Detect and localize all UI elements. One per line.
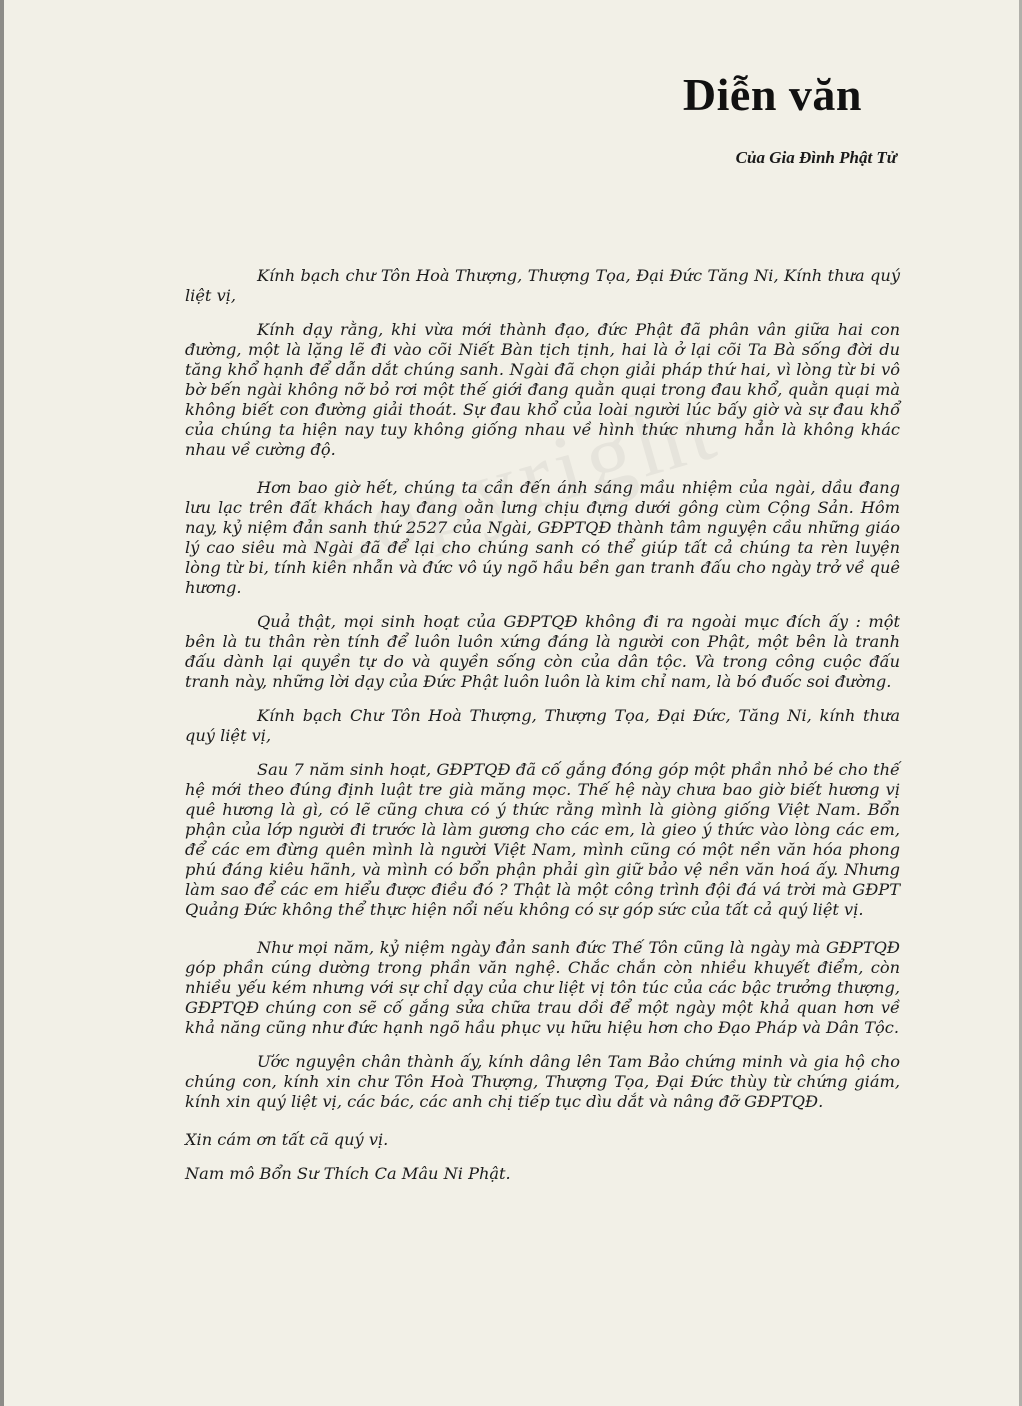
scan-edge-left <box>0 0 4 1406</box>
paragraph-1: Kính dạy rằng, khi vừa mới thành đạo, đức Phật đã phân vân giữa hai con đường, một là lặng lẽ đi vào cõi Niết Bàn tịch tịnh, hai là ở lại cõi Ta Bà sống đời du tăng khổ hạnh để dẫn dắt chúng sanh. Ngài đã chọn giải pháp thứ hai, vì lòng từ bi vô bờ bến ngài không nỡ bỏ rơi một thế giới đang quằn quại trong đau khổ, quằn quại mà không biết con đường giải thoát. Sự đau khổ của loài người lúc bấy giờ và sự đau khổ của chúng ta hiện nay tuy không giống nhau về hình thức nhưng hẳn là không khác nhau về cường độ. <box>185 320 900 459</box>
closing-prayer: Nam mô Bổn Sư Thích Ca Mâu Ni Phật. <box>185 1164 511 1183</box>
page-subtitle: Của Gia Đình Phật Tử <box>735 148 897 167</box>
speech-body <box>185 266 900 1198</box>
paragraph-3: Quả thật, mọi sinh hoạt của GĐPTQĐ không đi ra ngoài mục đích ấy : một bên là tu thân rèn tính để luôn luôn xứng đáng là người con Phật, một bên là tranh đấu dành lại quyền tự do và quyền sống còn của dân tộc. Và trong công cuộc đấu tranh này, những lời dạy của Đức Phật luôn luôn là kim chỉ nam, là bó đuốc soi đường. <box>185 612 900 691</box>
paragraph-salutation: Kính bạch chư Tôn Hoà Thượng, Thượng Tọa, Đại Đức Tăng Ni, Kính thưa quý liệt vị, <box>185 266 900 305</box>
paragraph-5: Như mọi năm, kỷ niệm ngày đản sanh đức Thế Tôn cũng là ngày mà GĐPTQĐ góp phần cúng dường trong phần văn nghệ. Chắc chắn còn nhiều khuyết điểm, còn nhiều yếu kém nhưng với sự chỉ dạy của chư liệt vị tôn túc của các bậc trưởng thượng, GĐPTQĐ chúng con sẽ cố gắng sửa chữa trau dồi để một ngày một khả quan hơn về khả năng cũng như đức hạnh ngõ hầu phục vụ hữu hiệu hơn cho Đạo Pháp và Dân Tộc. <box>185 938 900 1037</box>
closing-thanks: Xin cám ơn tất cã quý vị. <box>185 1130 389 1149</box>
page-title: Diễn văn <box>682 69 862 120</box>
paragraph-4: Sau 7 năm sinh hoạt, GĐPTQĐ đã cố gắng đóng góp một phần nhỏ bé cho thế hệ mới theo đúng định luật tre già măng mọc. Thế hệ này chưa bao giờ biết hương vị quê hương là gì, có lẽ cũng chưa có ý thức rằng mình là giòng giống Việt Nam. Bổn phận của lớp người đi trước là làm gương cho các em, là gieo ý thức vào lòng các em, để các em đừng quên mình là người Việt Nam, mình cũng có một nền văn hóa phong phú đáng kiêu hãnh, và mình có bổn phận phải gìn giữ bảo vệ nền văn hoá ấy. Nhưng làm sao để các em hiểu được điều đó ? Thật là một công trình đội đá vá trời mà GĐPT Quảng Đức không thể thực hiện nổi nếu không có sự góp sức của tất cả quý liệt vị. <box>185 760 900 919</box>
paragraph-salutation-2: Kính bạch Chư Tôn Hoà Thượng, Thượng Tọa, Đại Đức, Tăng Ni, kính thưa quý liệt vị, <box>185 706 900 745</box>
paragraph-6: Ước nguyện chân thành ấy, kính dâng lên Tam Bảo chứng minh và gia hộ cho chúng con, kính xin chư Tôn Hoà Thượng, Thượng Tọa, Đại Đức thùy từ chứng giám, kính xin quý liệt vị, các bác, các anh chị tiếp tục dìu dắt và nâng đỡ GĐPTQĐ. <box>185 1052 900 1111</box>
paragraph-2: Hơn bao giờ hết, chúng ta cần đến ánh sáng mầu nhiệm của ngài, dầu đang lưu lạc trên đất khách hay đang oằn lưng chịu đựng dưới gông cùm Cộng Sản. Hôm nay, kỷ niệm đản sanh thứ 2527 của Ngài, GĐPTQĐ thành tâm nguyện cầu những giáo lý cao siêu mà Ngài đã để lại cho chúng sanh có thể giúp tất cả chúng ta rèn luyện lòng từ bi, tính kiên nhẫn và đức vô úy ngõ hầu bền gan tranh đấu cho ngày trở về quê hương. <box>185 478 900 597</box>
